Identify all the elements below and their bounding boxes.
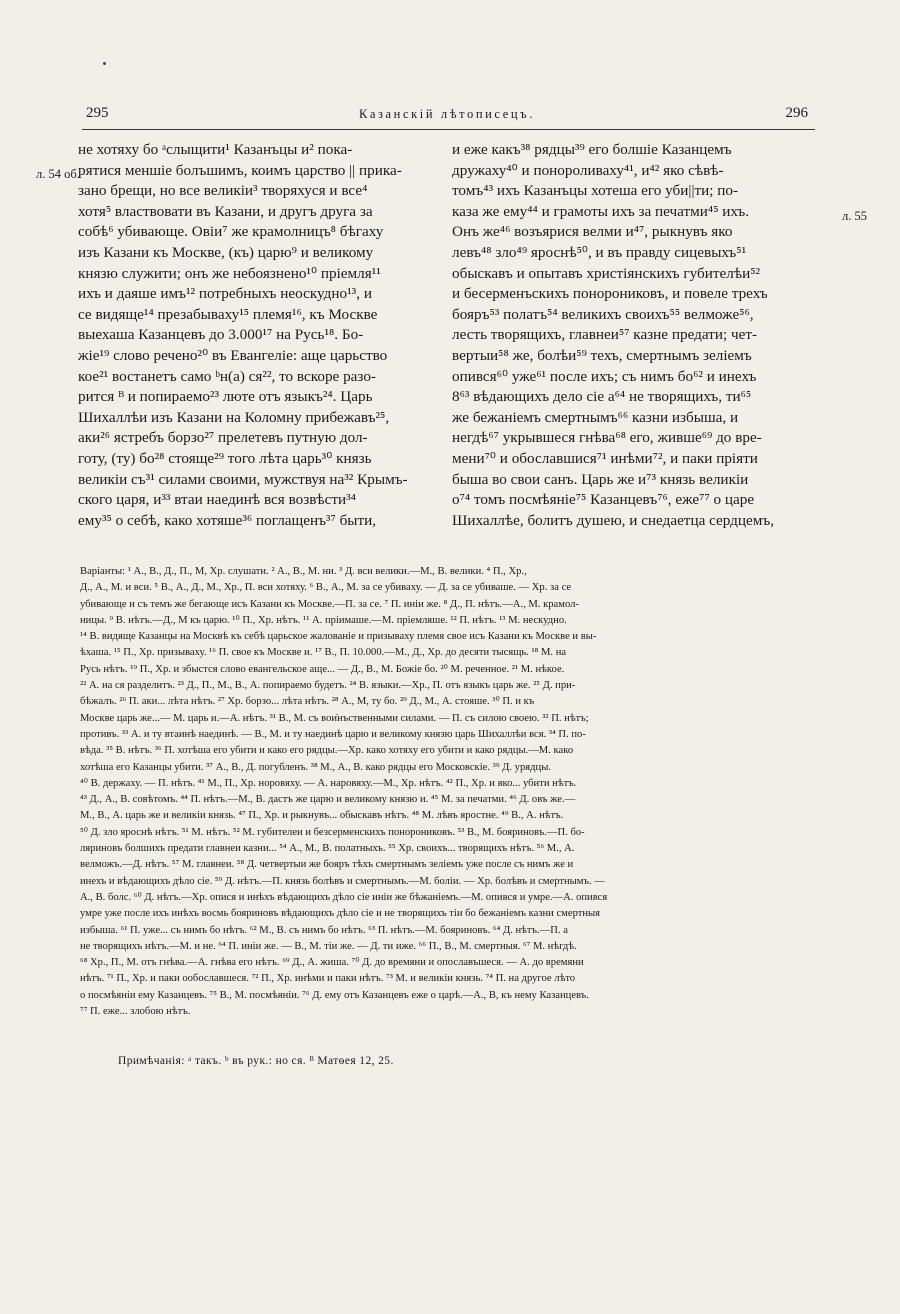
text-line: готу, (ту) бо²⁸ стояще²⁹ того лѣта царь³⁰ князь xyxy=(78,449,372,467)
text-line: Шихаллѣе, болитъ душею, и снедаетца сердцемъ, xyxy=(452,511,775,529)
text-line: се видяще¹⁴ презабываху¹⁵ племя¹⁶, къ Москве xyxy=(78,305,378,323)
text-line: томъ⁴³ ихъ Казанъцы хотеша его уби||ти; по- xyxy=(452,182,739,200)
text-line: дружаху⁴⁰ и понороливаху⁴¹, и⁴² яко сѣвѣ- xyxy=(452,161,724,179)
text-line: князю служити; онъ же небоязнено¹⁰ пріемля¹¹ xyxy=(78,264,381,282)
text-line: жіе¹⁹ слово речено²⁰ въ Евангеліе: аще царьство xyxy=(78,346,388,364)
text-line: изъ Казани къ Москве, (къ) царю⁹ и великому xyxy=(78,243,374,261)
variant-line: ²² А. на ся разделитъ. ²³ Д., П., М., В., А. попираемо будетъ. ²⁴ В. языки.—Хр., П. отъ языкъ царь же. ²⁵ Д. при- xyxy=(80,680,576,692)
variant-line: инехъ и вѣдающихъ дѣло сіе. ⁵⁹ Д. нѣтъ.—П. князь болѣвъ и смертнымъ.—М. боліи. — Хр. болѣвъ и смертнымъ. — xyxy=(80,875,605,887)
variant-line: убивающе и съ темъ же бегающе исъ Казани къ Москве.—П. за се. ⁷ П. иніи же. ⁸ Д., П. нѣтъ.—А., М. крамол- xyxy=(80,598,579,610)
header-rule xyxy=(82,129,815,130)
variant-line: ⁴³ Д., А., В. совѣтомъ. ⁴⁴ П. нѣтъ.—М., В. дастъ же царю и великому князю и. ⁴⁵ М. за печатми. ⁴⁶ Д. овъ же.— xyxy=(80,794,576,806)
ink-dot xyxy=(103,62,106,65)
page-header xyxy=(86,105,808,127)
text-line: и еже какъ³⁸ рядцы³⁹ его болшіе Казанцемъ xyxy=(452,141,732,158)
variant-line: А., В. болс. ⁶⁰ Д. нѣтъ.—Хр. опися и инѣхъ вѣдающихъ дѣло сіе иніи же бѣжаніемъ.—М. опився и умре.—А. опився xyxy=(80,891,608,903)
text-line: выехаша Казанцевъ до 3.000¹⁷ на Русь¹⁸. Бо- xyxy=(78,326,364,344)
remarks-line: Примѣчанія: ᵃ такъ. ᵇ въ рук.: но ся. ᴮ Матѳея 12, 25. xyxy=(118,1055,394,1067)
text-line: кое²¹ востанетъ само ᵇн(а) ся²², то вскоре разо- xyxy=(78,367,376,385)
variant-line: ⁶⁸ Хр., П., М. отъ гнѣва.—А. гнѣва его нѣтъ. ⁶⁹ Д., А. жиша. ⁷⁰ Д. до времяни и опославъшеся. — А. до времяни xyxy=(80,957,584,969)
left-text-column xyxy=(78,140,441,531)
text-line: не хотяху бо ᵃслыщити¹ Казанъцы и² пока- xyxy=(78,141,353,158)
text-line: Онъ же⁴⁶ возъярися велми и⁴⁷, рыкнувъ яко xyxy=(452,223,733,241)
margin-note-left: л. 54 об. xyxy=(36,167,80,181)
variant-line: М., В., А. царь же и великіи князь. ⁴⁷ П., Хр. и рыкнувъ... обыскавъ нѣтъ. ⁴⁸ М. лѣвъ яростне. ⁴⁹ В., А. нѣтъ. xyxy=(80,810,564,822)
variant-line: Москве царь же...— М. царь и.—А. нѣтъ. ³¹ В., М. съ вои̇нъственными силами. — П. съ силою своею. ³² П. нѣтъ; xyxy=(80,712,589,724)
text-line: ского царя, и³³ втаи наединѣ вся возвѣсти³⁴ xyxy=(78,491,357,509)
variant-line: Русь нѣтъ. ¹⁹ П., Хр. и збыстся слово евангельское аще... — Д., В., М. Божіе бо. ²⁰ М. реченное. ²¹ М. нѣкое. xyxy=(80,663,565,675)
text-line: вертыи⁵⁸ же, болѣи⁵⁹ техъ, смертнымъ зеліемъ xyxy=(452,346,752,364)
variant-line: ницы. ⁹ В. нѣтъ.—Д., М къ царю. ¹⁰ П., Хр. нѣтъ. ¹¹ А. пріимаше.—М. пріемляше. ¹² П. нѣтъ. ¹³ М. нескудно. xyxy=(80,614,567,626)
variant-line: избыша. ⁶¹ П. уже... съ нимъ бо нѣтъ. ⁶² М., В. съ нимъ бо нѣтъ. ⁶³ П. нѣтъ.—М. бояриновъ. ⁶⁴ Д. нѣтъ.—П. а xyxy=(80,924,568,936)
variant-line: не творящихъ нѣтъ.—М. и не. ⁶⁴ П. иніи же. — В., М. тіи же. — Д. ти иже. ⁶⁶ П., В., М. смертныя. ⁶⁷ М. нѣгдѣ. xyxy=(80,940,577,952)
variant-line: нѣтъ. ⁷¹ П., Хр. и паки ообославшеся. ⁷² П., Хр. инѣми и паки нѣтъ. ⁷³ М. и великіи князь. ⁷⁴ П. на другое лѣто xyxy=(80,973,576,985)
text-line: ихъ и даяше имъ¹² потребныхъ неоскудно¹³, и xyxy=(78,285,372,303)
variant-line: ляриновъ болшихъ предати главнеи казни... ⁵⁴ А., М., В. полатныхъ. ⁵⁵ Хр. своихъ... творящихъ нѣтъ. ⁵⁶ М., А. xyxy=(80,843,575,855)
text-line: рится ᴮ и попираемо²³ люте отъ языкъ²⁴. Царь xyxy=(78,388,373,406)
right-text-column xyxy=(452,140,817,531)
margin-note-right: л. 55 xyxy=(842,209,867,223)
text-line: великіи съ³¹ силами своими, мужствуя на³² Крымъ- xyxy=(78,470,408,488)
variant-line: ¹⁴ В. видяще Казанцы на Москвѣ къ себѣ царьское жалованіе и призываху племя свое исъ Казани къ Москве и вы- xyxy=(80,631,597,643)
text-line: Шихаллѣи изъ Казани на Коломну прибежавъ²⁵, xyxy=(78,408,390,426)
variant-line: ⁴⁰ В. держаху. — П. нѣтъ. ⁴¹ М., П., Хр. норовяху. — А. наровяху.—М., Хр. нѣтъ. ⁴² П., Хр. и яко... убити нѣтъ. xyxy=(80,777,577,789)
text-line: негдѣ⁶⁷ укрывшеся гнѣва⁶⁸ его, живше⁶⁹ до вре- xyxy=(452,429,762,447)
variant-line: противъ. ³³ А. и ту втаинѣ наединѣ. — В., М. и ту наединѣ царю и великому князю царь Шихаллѣи вся. ³⁴ П. по- xyxy=(80,728,586,740)
variant-line: ⁵⁰ Д. зло яроснѣ нѣтъ. ⁵¹ М. нѣтъ. ⁵² М. губителеи и безсерменскихъ понорониковъ. ⁵³ В., М. бояриновъ.—П. бо- xyxy=(80,826,585,838)
variant-line: о посмѣяніи ему Казанцевъ. ⁷⁵ В., М. посмѣяніи. ⁷⁶ Д. ему отъ Казанцевъ еже о царѣ.—А., В, къ нему Казанцевъ. xyxy=(80,989,589,1001)
variant-line: ѣхаша. ¹⁵ П., Хр. призываху. ¹⁶ П. свое къ Москве и. ¹⁷ В., П. 10.000.—М., Д., Хр. до десяти тысящь. ¹⁸ М. на xyxy=(80,647,567,659)
text-line: быша во свои санъ. Царь же и⁷³ князь великіи xyxy=(452,470,749,488)
text-line: хотя⁵ властвовати въ Казани, и другъ друга за xyxy=(78,202,373,220)
variant-line: ⁷⁷ П. еже... злобою нѣтъ. xyxy=(80,1006,191,1018)
variant-line: хотѣша его Казанцы убити. ³⁷ А., В., Д. погубленъ. ³⁸ М., А., В. како рядцы его Московскіе. ³⁹ Д. урядцы. xyxy=(80,761,551,773)
text-line: рятися меншіе болъшимъ, коимъ царство || прика- xyxy=(78,161,402,179)
variants-apparatus xyxy=(80,564,815,1020)
running-title: Казанскій лѣтописецъ. xyxy=(359,107,535,121)
text-line: 8⁶³ вѣдающихъ дело сіе а⁶⁴ не творящихъ, ти⁶⁵ xyxy=(452,388,752,406)
variant-line: велможъ.—Д. нѣтъ. ⁵⁷ М. главнеи. ⁵⁸ Д. четвертыи же бояръ тѣхъ смертнымъ зеліемъ уже после съ нимъ же и xyxy=(80,859,574,871)
text-line: бояръ⁵³ полатъ⁵⁴ великихъ своихъ⁵⁵ велможе⁵⁶, xyxy=(452,305,754,323)
text-line: левъ⁴⁸ зло⁴⁹ яроснѣ⁵⁰, и въ правду сицевыхъ⁵¹ xyxy=(452,243,747,261)
text-line: ему³⁵ о себѣ, како хотяше³⁶ поглащенъ³⁷ быти, xyxy=(78,511,377,529)
text-line: обыскавъ и опытавъ христіянскихъ губителѣи⁵² xyxy=(452,264,761,282)
text-line: зано брещи, но все великіи³ творяхуся и все⁴ xyxy=(78,182,368,200)
variant-line: Варіанты: ¹ А., В., Д., П., М, Хр. слушати. ² А., В., М. ни. ³ Д. вси велики.—М., В. велики. ⁴ П., Хр., xyxy=(80,566,527,577)
text-line: опився⁶⁰ уже⁶¹ после ихъ; съ нимъ бо⁶² и инехъ xyxy=(452,367,757,385)
text-line: и бесерменъскихъ понорониковъ, и повеле трехъ xyxy=(452,285,768,303)
text-line: мени⁷⁰ и обославшися⁷¹ инѣми⁷², и паки пріяти xyxy=(452,449,758,467)
text-line: же бежаніемъ смертнымъ⁶⁶ казни избыша, и xyxy=(452,408,739,426)
text-line: аки²⁶ ястребъ борзо²⁷ прелетевъ путную дол- xyxy=(78,429,368,447)
variant-line: Д., А., М. и вси. ⁵ В., А., Д., М., Хр., П. вси хотяху. ⁶ В., А., М. за се убиваху. — Д. за се убиваше. — Хр. за се xyxy=(80,582,572,594)
text-line: о⁷⁴ томъ посмѣяніе⁷⁵ Казанцевъ⁷⁶, еже⁷⁷ о царе xyxy=(452,491,755,509)
page-number-right: 296 xyxy=(785,105,808,121)
variant-line: бѣжалъ. ²⁶ П. аки... лѣта нѣтъ. ²⁷ Хр. борзо... лѣта нѣтъ. ²⁸ А., М, ту бо. ²⁹ Д., М., А. стояше. ³⁰ П. и къ xyxy=(80,696,535,708)
variant-line: умре уже после ихъ инѣхъ восмь бояриновъ вѣдающихъ дѣло сіе и не творящихъ тіи бо бежаніемъ казни смертныя xyxy=(80,908,601,920)
text-line: лесть творящихъ, главнеи⁵⁷ казне предати; чет- xyxy=(452,326,758,344)
page-number-left: 295 xyxy=(86,105,109,121)
text-line: собѣ⁶ убивающе. Овіи⁷ же крамолницъ⁸ бѣгаху xyxy=(78,223,384,241)
variant-line: вѣда. ³⁵ В. нѣтъ. ³⁶ П. хотѣша его убити и како его рядцы.—Хр. како хотяху его убити и како рядцы.—М. како xyxy=(80,745,574,757)
text-line: каза же ему⁴⁴ и грамоты ихъ за печатми⁴⁵ ихъ. xyxy=(452,202,750,220)
